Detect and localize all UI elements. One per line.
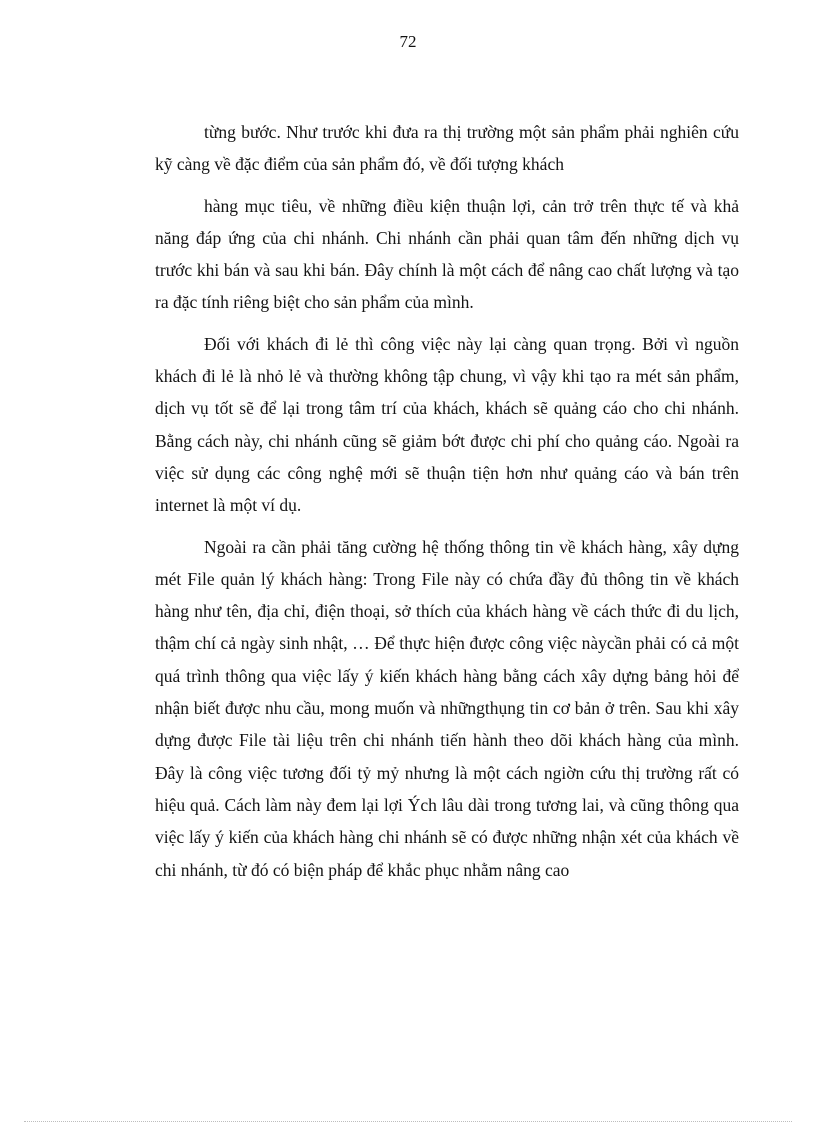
body-text <box>155 116 739 886</box>
paragraph-1: từng bước. Như trước khi đưa ra thị trường một sản phẩm phải nghiên cứu kỹ càng về đặc điểm của sản phẩm đó, về đối tượng khách <box>155 122 739 175</box>
page-number: 72 <box>399 32 417 51</box>
paragraph-2: hàng mục tiêu, về những điều kiện thuận lợi, cản trở trên thực tế và khả năng đáp ứng của chi nhánh. Chi nhánh cần phải quan tâm đến những dịch vụ trước khi bán và sau khi bán. Đây chính là một cách để nâng cao chất lượng và tạo ra đặc tính riêng biệt cho sản phẩm của mình. <box>155 195 739 313</box>
paragraph-4: Ngoài ra cần phải tăng cường hệ thống thông tin về khách hàng, xây dựng mét File quản lý khách hàng: Trong File này có chứa đầy đủ thông tin về khách hàng như tên, địa chỉ, điện thoại, sở thích của khách hàng về cách thức đi du lịch, thậm chí cả ngày sinh nhật, … Để thực hiện được công việc nàycần phải có cả một quá trình thông qua việc lấy ý kiến khách hàng bằng cách xây dựng bảng hỏi để nhận biết được nhu cầu, mong muốn và nhữngthụng tin cơ bản ở trên. Sau khi xây dựng được File tài liệu trên chi nhánh tiến hành theo dõi khách hàng của mình. Đây là công việc tương đối tỷ mỷ nhưng là một cách ngiờn cứu thị trường rất có hiệu quả. Cách làm này đem lại lợi Ých lâu dài trong tương lai, và cũng thông qua việc lấy ý kiến của khách hàng chi nhánh sẽ có được những nhận xét của khách về chi nhánh, từ đó có biện pháp để khắc phục nhằm nâng cao <box>155 536 739 880</box>
page-number-area <box>0 32 816 52</box>
page-bottom-divider <box>24 1121 792 1122</box>
paragraph-3: Đối với khách đi lẻ thì công việc này lại càng quan trọng. Bởi vì nguồn khách đi lẻ là nhỏ lẻ và thường không tập chung, vì vậy khi tạo ra mét sản phẩm, dịch vụ tốt sẽ để lại trong tâm trí của khách, khách sẽ quảng cáo cho chi nhánh. Bằng cách này, chi nhánh cũng sẽ giảm bớt được chi phí cho quảng cáo. Ngoài ra việc sử dụng các công nghệ mới sẽ thuận tiện hơn như quảng cáo và bán trên internet là một ví dụ. <box>155 333 739 516</box>
